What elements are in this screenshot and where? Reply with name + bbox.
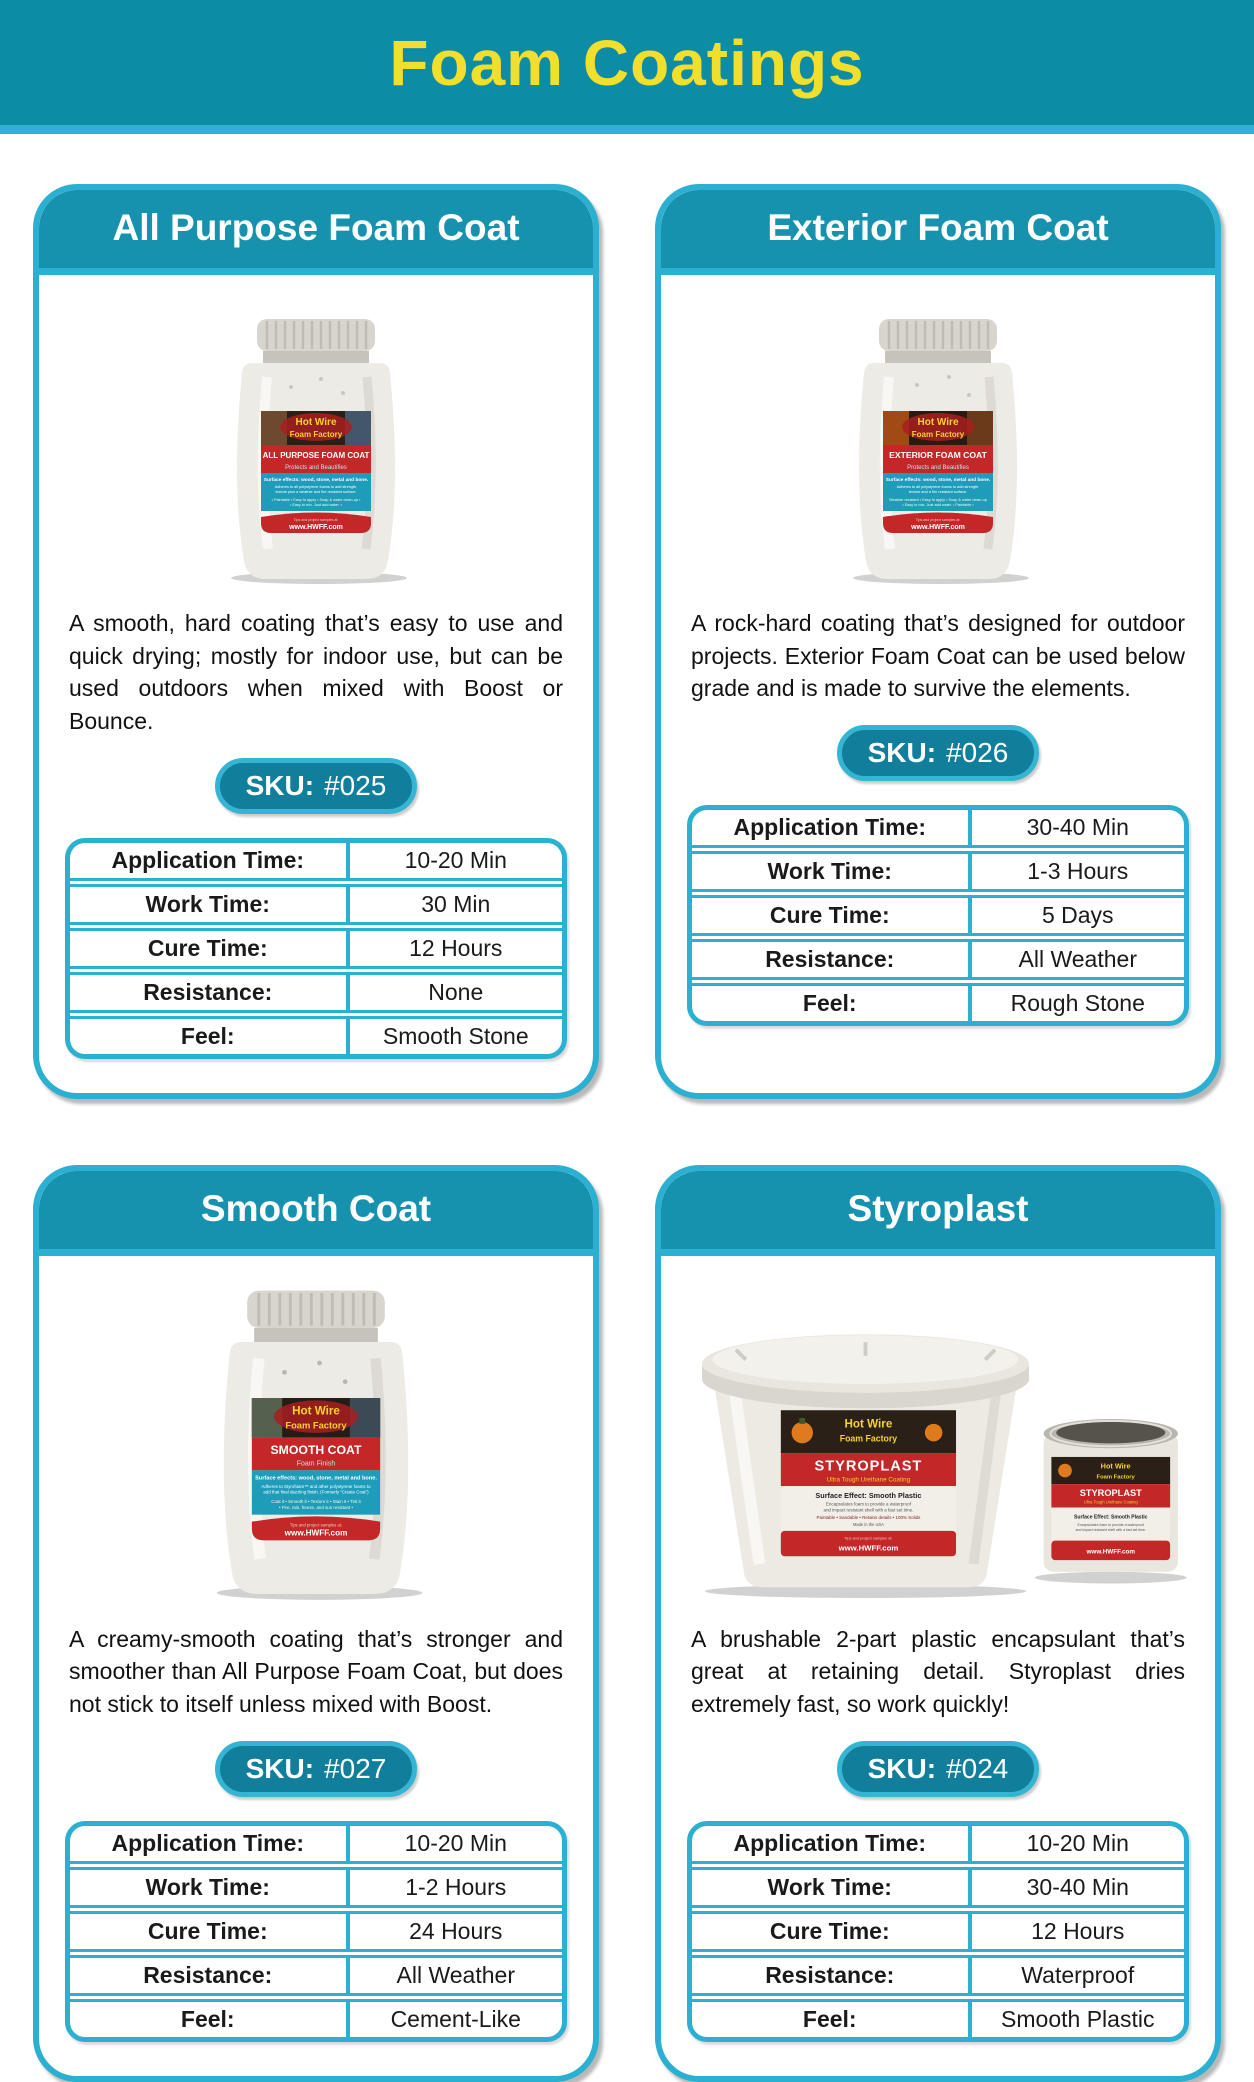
spec-value: 12 Hours — [1031, 1917, 1125, 1944]
product-description: A smooth, hard coating that’s easy to use and quick drying; mostly for indoor use, but can be used outdoors when mixed with Boost or Bounce. — [69, 610, 563, 734]
spec-row — [692, 854, 1184, 898]
label-tip: Tips and project samples at: — [289, 1521, 343, 1527]
bucket-image — [666, 1309, 1211, 1601]
spec-row — [692, 1914, 1184, 1958]
label-effects: Surface effects: wood, stone, metal and bone. — [885, 478, 991, 483]
spec-value: Smooth Stone — [382, 1022, 529, 1049]
sku-badge — [837, 725, 1040, 781]
product-card-header — [661, 1171, 1215, 1256]
label-brand2: Foam Factory — [285, 1419, 347, 1430]
label-url: www.HWFF.com — [838, 1543, 898, 1552]
spec-row — [692, 1870, 1184, 1914]
label-bullets2: • Fire, rain, freeze, and sun resistant • — [279, 1504, 353, 1510]
spec-label: Work Time: — [70, 887, 350, 922]
label-tip: Tips and project samples at: — [843, 1535, 893, 1541]
spec-value: 30-40 Min — [1026, 813, 1129, 840]
label-details1: Adheres to all polystyrene foams to add strength, — [274, 485, 358, 489]
spec-row — [692, 1826, 1184, 1870]
label-brand2: Foam Factory — [839, 1433, 897, 1443]
spec-label: Application Time: — [70, 843, 350, 878]
sku-value: #026 — [946, 736, 1009, 768]
can-label — [1051, 1457, 1170, 1560]
label-tip: Tips and project samples at: — [915, 518, 961, 522]
jar-image — [191, 315, 441, 585]
sku-label: SKU: — [867, 1752, 937, 1784]
label-url: www.HWFF.com — [284, 1528, 348, 1538]
spec-label: Feel: — [70, 2002, 350, 2037]
label-bullets1: Weather resistant • Easy to apply • Soap & water clean-up — [889, 498, 987, 502]
label-effects: Surface Effect: Smooth Plastic — [814, 1490, 921, 1500]
product-title: Styroplast — [847, 1187, 1029, 1229]
spec-value: Waterproof — [1021, 1961, 1135, 1988]
product-title: Exterior Foam Coat — [767, 207, 1109, 248]
spec-label: Application Time: — [692, 810, 972, 845]
label-title: STYROPLAST — [814, 1458, 922, 1475]
label-title: ALL PURPOSE FOAM COAT — [262, 451, 370, 460]
label-bullets1: • Paintable • Easy to apply • Soap & water clean-up • — [271, 498, 361, 502]
sku-value: #027 — [324, 1752, 387, 1784]
companion-can — [1043, 1419, 1177, 1572]
spec-value: None — [428, 978, 484, 1005]
label-bullets2: Made in the USA — [852, 1521, 884, 1527]
product-card-styroplast — [655, 1165, 1221, 2082]
product-card-exterior — [655, 184, 1221, 1099]
label-subtitle: Protects and Beautifies — [285, 465, 347, 471]
spec-value: 10-20 Min — [404, 846, 507, 873]
spec-value: 1-3 Hours — [1027, 857, 1129, 884]
jar-image — [170, 1286, 462, 1601]
spec-value: 5 Days — [1041, 901, 1114, 928]
jar-image — [813, 315, 1063, 585]
label-effects: Surface effects: wood, stone, metal and bone. — [255, 1475, 377, 1482]
label-url: www.HWFF.com — [289, 524, 343, 531]
label-details2: and impact resistant shell with a fast set time. — [822, 1507, 913, 1513]
spec-value: 30 Min — [421, 890, 491, 917]
spec-row — [70, 2002, 562, 2037]
spec-value: All Weather — [1018, 945, 1137, 972]
label-brand2: Foam Factory — [911, 430, 965, 439]
sku-label: SKU: — [245, 1752, 315, 1784]
spec-label: Cure Time: — [692, 1914, 972, 1949]
spec-value: 12 Hours — [409, 934, 503, 961]
spec-label: Work Time: — [692, 1870, 972, 1905]
page-banner — [0, 0, 1254, 134]
label-brand1: Hot Wire — [844, 1417, 892, 1431]
spec-label: Resistance: — [70, 975, 350, 1010]
spec-row — [70, 843, 562, 887]
can-details2: and impact resistant shell with a fast set time. — [1075, 1527, 1146, 1532]
spec-value: 24 Hours — [409, 1917, 503, 1944]
label-title: SMOOTH COAT — [270, 1442, 362, 1457]
label-brand1: Hot Wire — [292, 1403, 340, 1417]
spec-row — [692, 810, 1184, 854]
spec-value: 30-40 Min — [1026, 1873, 1129, 1900]
product-card-all-purpose — [33, 184, 599, 1099]
spec-label: Application Time: — [692, 1826, 972, 1861]
label-bullets2: • Easy to mix. Just add water. • — [289, 503, 343, 507]
spec-label: Feel: — [692, 986, 972, 1021]
spec-value: Rough Stone — [1010, 989, 1145, 1016]
product-label — [780, 1410, 955, 1556]
spec-label: Feel: — [692, 2002, 972, 2037]
can-details1: Encapsulates foam to provide a waterproof — [1076, 1522, 1144, 1527]
can-brand2: Foam Factory — [1096, 1473, 1135, 1480]
sku-value: #025 — [324, 769, 387, 801]
jar-lid — [257, 319, 375, 363]
spec-table — [65, 1821, 567, 2042]
spec-label: Work Time: — [70, 1870, 350, 1905]
label-details2: texture plus a weather and fire resistant surface. — [275, 490, 357, 494]
product-title: Smooth Coat — [200, 1187, 432, 1229]
spec-row — [70, 975, 562, 1019]
label-subtitle: Foam Finish — [296, 1460, 336, 1468]
sku-label: SKU: — [867, 736, 937, 768]
spec-label: Cure Time: — [70, 931, 350, 966]
label-url: www.HWFF.com — [911, 524, 965, 531]
jar-lid — [247, 1290, 385, 1341]
spec-table — [687, 805, 1189, 1026]
spec-row — [692, 942, 1184, 986]
spec-label: Cure Time: — [692, 898, 972, 933]
product-image — [661, 1256, 1215, 1601]
spec-row — [70, 887, 562, 931]
label-effects: Surface effects: wood, stone, metal and bone. — [263, 478, 369, 483]
jar-lid — [879, 319, 997, 363]
can-brand1: Hot Wire — [1100, 1461, 1131, 1471]
spec-label: Feel: — [70, 1019, 350, 1054]
spec-value: Smooth Plastic — [1001, 2005, 1155, 2032]
can-subtitle: Ultra Tough Urethane Coating — [1083, 1499, 1138, 1505]
spec-label: Resistance: — [692, 942, 972, 977]
spec-value: All Weather — [396, 1961, 515, 1988]
product-description: A creamy-smooth coating that’s stronger and smoother than All Purpose Foam Coat, but does not stick to itself unless mixed with Boost. — [69, 1625, 563, 1717]
product-image — [39, 1256, 593, 1601]
product-grid — [0, 134, 1254, 2082]
product-card-header — [39, 1171, 593, 1256]
label-details1: Encapsulates foam to provide a waterproof — [825, 1501, 911, 1507]
spec-label: Resistance: — [70, 1958, 350, 1993]
label-subtitle: Ultra Tough Urethane Coating — [826, 1475, 910, 1483]
label-details1: Adheres to Styrofoam™ and other polystyrene foams to — [261, 1483, 371, 1489]
can-url: www.HWFF.com — [1086, 1547, 1135, 1555]
spec-row — [692, 986, 1184, 1021]
spec-table — [65, 838, 567, 1059]
label-details1: Adheres to all polystyrene foams to add strength, — [896, 485, 980, 489]
product-description: A rock-hard coating that’s designed for outdoor projects. Exterior Foam Coat can be used below grade and is made to survive the elements. — [691, 610, 1185, 702]
label-details2: add that final dazzling finish. (Formerly “Create Coat”) — [263, 1489, 369, 1495]
label-details2: texture and a fire resistant surface. — [908, 490, 968, 494]
spec-label: Work Time: — [692, 854, 972, 889]
label-brand2: Foam Factory — [289, 430, 343, 439]
product-card-smooth-coat — [33, 1165, 599, 2082]
spec-row — [70, 1870, 562, 1914]
page-title: Foam Coatings — [389, 26, 865, 99]
spec-label: Resistance: — [692, 1958, 972, 1993]
product-card-header — [661, 190, 1215, 275]
spec-row — [70, 1826, 562, 1870]
sku-label: SKU: — [245, 769, 315, 801]
label-title: EXTERIOR FOAM COAT — [889, 450, 987, 460]
sku-value: #024 — [946, 1752, 1009, 1784]
spec-label: Application Time: — [70, 1826, 350, 1861]
product-card-header — [39, 190, 593, 275]
bucket-lid — [702, 1334, 1029, 1408]
label-brand1: Hot Wire — [917, 417, 959, 428]
spec-row — [692, 2002, 1184, 2037]
spec-label: Cure Time: — [70, 1914, 350, 1949]
product-description: A brushable 2-part plastic encapsulant that’s great at retaining detail. Styroplast dries extremely fast, so work quickly! — [691, 1625, 1185, 1717]
spec-row — [692, 898, 1184, 942]
can-title: STYROPLAST — [1079, 1487, 1142, 1498]
can-effects: Surface Effect: Smooth Plastic — [1073, 1513, 1148, 1520]
label-brand1: Hot Wire — [295, 417, 337, 428]
spec-row — [692, 1958, 1184, 2002]
label-subtitle: Protects and Beautifies — [907, 465, 969, 471]
label-bullets2: • Easy to mix. Just add water. • Paintable • — [902, 503, 974, 507]
label-tip: Tips and project samples at: — [293, 518, 339, 522]
sku-badge — [215, 1741, 418, 1797]
spec-value: Cement-Like — [390, 2005, 521, 2032]
spec-row — [70, 1958, 562, 2002]
spec-row — [70, 1019, 562, 1054]
product-image — [39, 275, 593, 585]
spec-value: 10-20 Min — [404, 1829, 507, 1856]
sku-badge — [837, 1741, 1040, 1797]
product-image — [661, 275, 1215, 585]
label-bullets1: Paintable • Sandable • Retains details • 100% Solids — [816, 1514, 920, 1520]
label-bullets1: Coat it • Smooth it • Texture it • Stain it • Tint it — [271, 1498, 361, 1504]
spec-value: 1-2 Hours — [405, 1873, 507, 1900]
product-title: All Purpose Foam Coat — [112, 207, 520, 248]
spec-row — [70, 931, 562, 975]
spec-value: 10-20 Min — [1026, 1829, 1129, 1856]
spec-table — [687, 1821, 1189, 2042]
spec-row — [70, 1914, 562, 1958]
sku-badge — [215, 758, 418, 814]
